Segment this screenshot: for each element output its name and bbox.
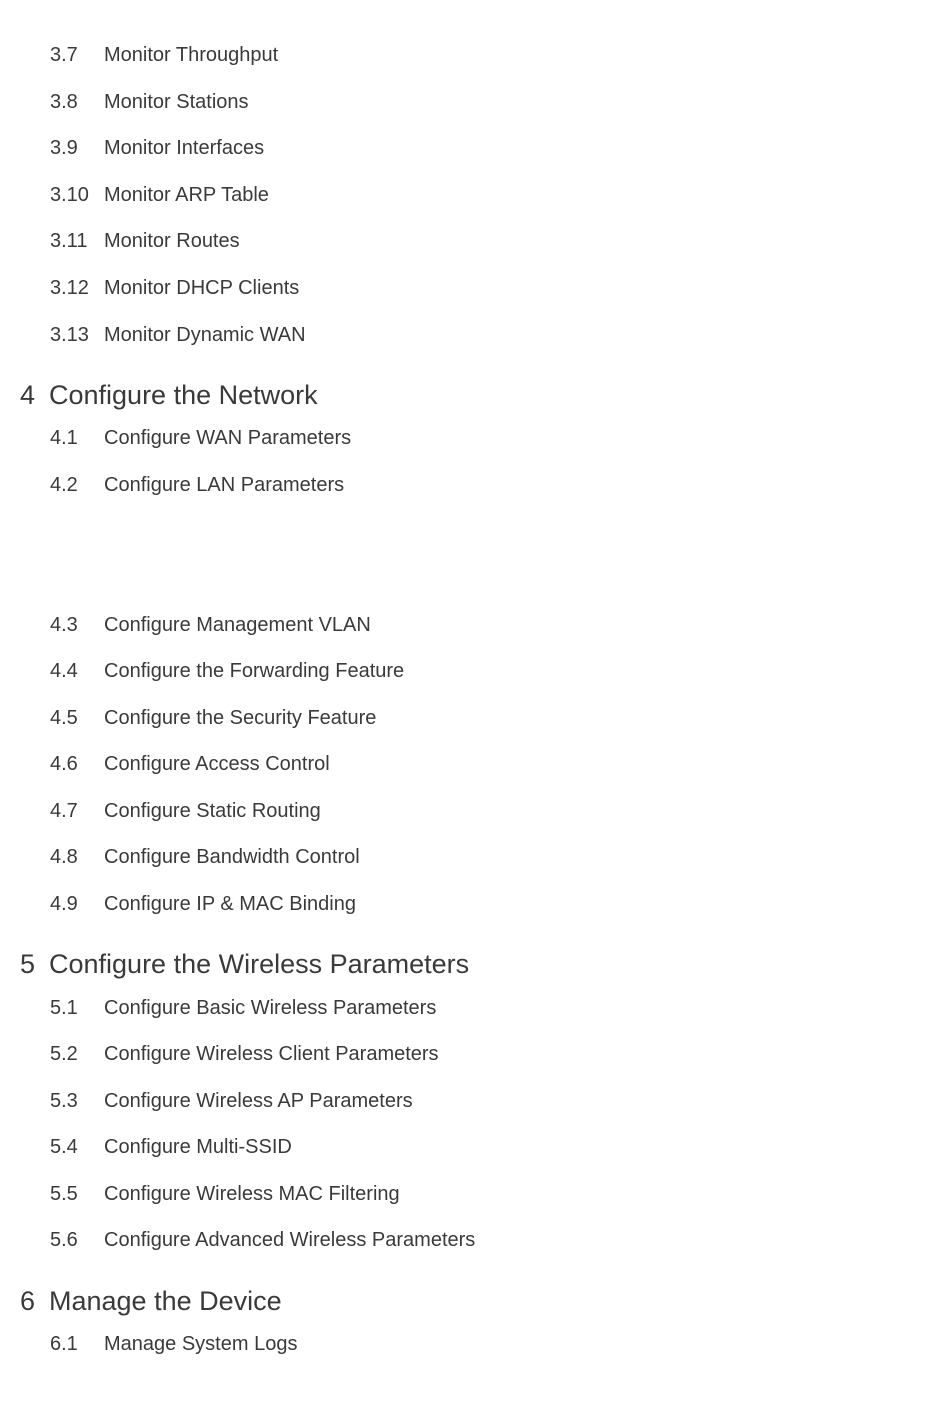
section-title: Configure Basic Wireless Parameters [104,997,437,1019]
section-title: Configure WAN Parameters [104,427,352,449]
section-number: 4.9 [50,893,78,915]
chapter-number: 6 [20,1286,36,1316]
chapter-number: 4 [20,380,36,410]
chapter-title: Manage the Device [49,1286,282,1316]
section-number: 3.10 [50,184,89,206]
chapter-title: Configure the Wireless Parameters [49,949,470,979]
section-title: Monitor ARP Table [104,184,269,206]
section-number: 3.13 [50,324,89,346]
section-number: 4.6 [50,753,78,775]
section-title: Monitor Interfaces [104,137,265,159]
section-number: 6.1 [50,1333,78,1355]
chapter-number: 5 [20,949,36,979]
section-title: Configure Advanced Wireless Parameters [104,1229,476,1251]
section-title: Configure Wireless Client Parameters [104,1043,439,1065]
section-number: 5.5 [50,1183,78,1205]
section-number: 4.3 [50,614,78,636]
section-number: 4.2 [50,474,78,496]
section-number: 4.5 [50,707,78,729]
section-title: Configure Management VLAN [104,614,371,636]
section-title: Configure the Security Feature [104,707,377,729]
section-title: Configure Static Routing [104,800,321,822]
section-title: Manage System Logs [104,1333,298,1355]
section-number: 3.7 [50,44,78,66]
section-number: 4.8 [50,846,78,868]
section-title: Monitor DHCP Clients [104,277,300,299]
section-title: Configure Access Control [104,753,330,775]
section-number: 5.3 [50,1090,78,1112]
section-title: Monitor Throughput [104,44,279,66]
section-title: Configure the Forwarding Feature [104,660,405,682]
section-number: 3.8 [50,91,78,113]
section-number: 5.1 [50,997,78,1019]
section-title: Configure Multi-SSID [104,1136,292,1158]
section-number: 4.4 [50,660,78,682]
section-title: Monitor Routes [104,230,240,252]
section-title: Configure Wireless AP Parameters [104,1090,413,1112]
section-number: 5.4 [50,1136,78,1158]
section-title: Configure Wireless MAC Filtering [104,1183,400,1205]
section-title: Configure LAN Parameters [104,474,345,496]
section-number: 5.2 [50,1043,78,1065]
section-number: 5.6 [50,1229,78,1251]
section-number: 3.12 [50,277,89,299]
section-title: Configure Bandwidth Control [104,846,360,868]
section-title: Monitor Dynamic WAN [104,324,306,346]
section-number: 3.9 [50,137,78,159]
chapter-title: Configure the Network [49,380,318,410]
section-number: 4.1 [50,427,78,449]
section-number: 4.7 [50,800,78,822]
section-title: Monitor Stations [104,91,249,113]
section-number: 3.11 [50,230,88,252]
section-title: Configure IP & MAC Binding [104,893,356,915]
